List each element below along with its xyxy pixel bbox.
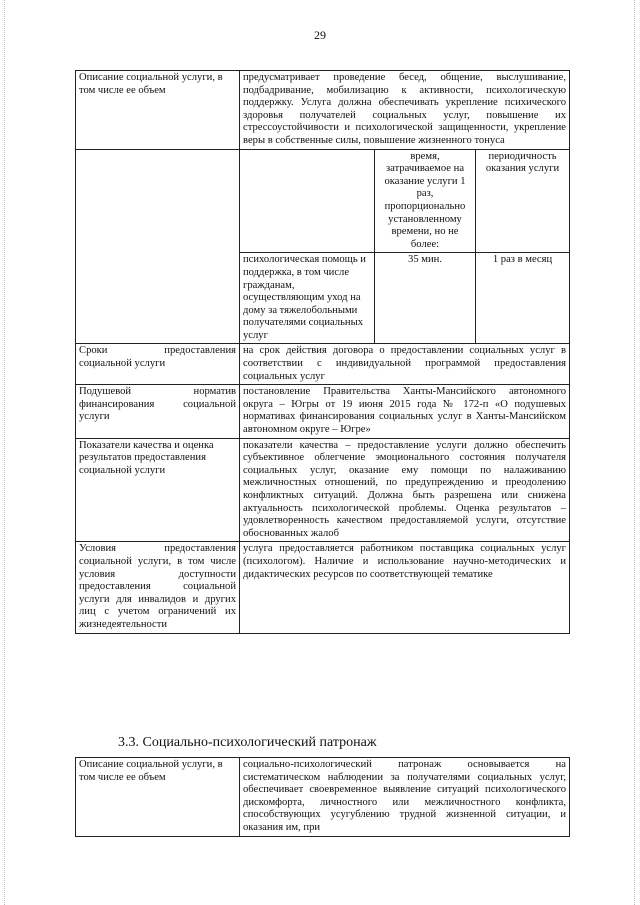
row-text: услуга предоставляется работником поставщика социальных услуг (психологом). Наличие и использование научно-методических и дидактических ресурсов по соответствующей тематике xyxy=(240,542,570,633)
section-heading: 3.3. Социально-психологический патронаж xyxy=(118,735,377,750)
table-row xyxy=(76,542,570,633)
subtable-empty-header xyxy=(240,149,375,253)
table-row xyxy=(76,149,570,253)
periodicity-header: периодичность оказания услуги xyxy=(476,149,570,253)
row-label: Сроки предоставления социальной услуги xyxy=(76,344,240,385)
service-periodicity: 1 раз в месяц xyxy=(476,253,570,344)
table-row xyxy=(76,385,570,438)
row-text: на срок действия договора о предоставлении социальных услуг в соответствии с индивидуальной программой предоставления социальных услуг xyxy=(240,344,570,385)
time-header: время, затрачиваемое на оказание услуги 1 раз, пропорционально установленному времени, но не более: xyxy=(375,149,476,253)
row-label: Описание социальной услуги, в том числе ее объем xyxy=(76,71,240,150)
right-scan-edge xyxy=(634,0,636,905)
row-text: постановление Правительства Ханты-Мансийского автономного округа – Югры от 19 июня 2015 года № 172-п «О подушевых нормативах финансирования социальных услуг в Ханты-Мансийском автономном округе – Югре» xyxy=(240,385,570,438)
row-label: Показатели качества и оценка результатов предоставления социальной услуги xyxy=(76,438,240,542)
row-text: предусматривает проведение бесед, общение, выслушивание, подбадривание, мобилизацию к активности, психологическую поддержку. Услуга должна обеспечивать укрепление психического здоровья получателей социальных услуг, повышение их стрессоустойчивости и психологической защищенности, укрепление веры в собственные силы, повышение жизненного тонуса xyxy=(240,71,570,150)
service-time: 35 мин. xyxy=(375,253,476,344)
row-label: Условия предоставления социальной услуги, в том числе условия доступности предоставления социальной услуги для инвалидов и других лиц с учетом ограничений их жизнедеятельности xyxy=(76,542,240,633)
table-row xyxy=(76,758,570,837)
service-name: психологическая помощь и поддержка, в том числе гражданам, осуществляющим уход на дому за тяжелобольными получателями социальных услуг xyxy=(240,253,375,344)
left-scan-edge xyxy=(4,0,6,905)
row-label: Описание социальной услуги, в том числе ее объем xyxy=(76,758,240,837)
page-number: 29 xyxy=(314,28,326,42)
row-label-continued xyxy=(76,149,240,344)
table-row xyxy=(76,438,570,542)
row-text: социально-психологический патронаж основывается на систематическом наблюдении за получателями социальных услуг, обеспечивает своевременное выявление ситуаций психологического дискомфорта, личностного или межличностного конфликта, способствующих усугублению трудной жизненной ситуации, и оказания им, при xyxy=(240,758,570,837)
patronage-table xyxy=(75,757,570,837)
table-row xyxy=(76,71,570,150)
table-row xyxy=(76,344,570,385)
row-text: показатели качества – предоставление услуги должно обеспечить субъективное облегчение эмоционального состояния получателя социальных услуг, оказание ему помощи по налаживанию межличностных отношений, по предупреждению и преодолению конфликтных ситуаций. Должна быть разрешена или снижена актуальность психологической проблемы. Оценка результатов – удовлетворенность качеством предоставляемой услуги, отсутствие обоснованных жалоб xyxy=(240,438,570,542)
row-label: Подушевой норматив финансирования социальной услуги xyxy=(76,385,240,438)
service-table xyxy=(75,70,570,634)
